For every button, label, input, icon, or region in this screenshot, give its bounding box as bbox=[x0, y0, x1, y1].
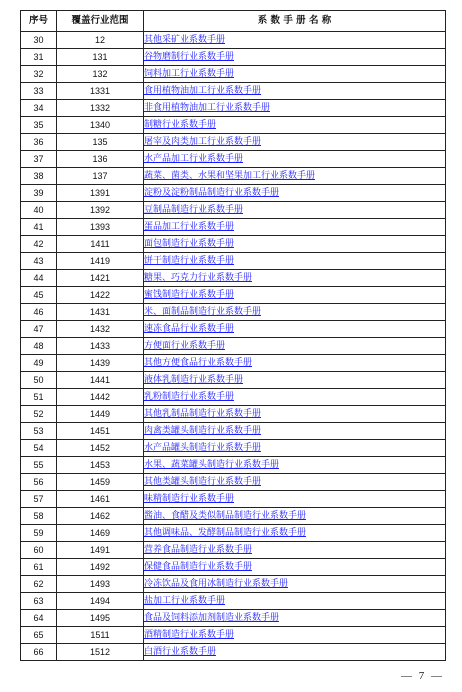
manual-link[interactable]: 蔬菜、菌类、水果和坚果加工行业系数手册 bbox=[144, 171, 316, 181]
table-row bbox=[21, 525, 446, 542]
manual-name-cell bbox=[144, 236, 446, 253]
manual-name-cell bbox=[144, 253, 446, 270]
industry-code: 132 bbox=[57, 66, 144, 83]
table-row bbox=[21, 474, 446, 491]
manual-name-cell bbox=[144, 457, 446, 474]
row-index: 33 bbox=[21, 83, 57, 100]
manual-name-cell bbox=[144, 151, 446, 168]
industry-code: 1419 bbox=[57, 253, 144, 270]
table-row bbox=[21, 542, 446, 559]
industry-code: 1451 bbox=[57, 423, 144, 440]
manual-link[interactable]: 豆制品制造行业系数手册 bbox=[144, 205, 244, 215]
row-index: 36 bbox=[21, 134, 57, 151]
table-row bbox=[21, 440, 446, 457]
row-index: 31 bbox=[21, 49, 57, 66]
industry-code: 1421 bbox=[57, 270, 144, 287]
manual-link[interactable]: 乳粉制造行业系数手册 bbox=[144, 392, 235, 402]
manual-link[interactable]: 保健食品制造行业系数手册 bbox=[144, 562, 253, 572]
table-row bbox=[21, 304, 446, 321]
table-row bbox=[21, 287, 446, 304]
table-row bbox=[21, 100, 446, 117]
industry-code: 12 bbox=[57, 32, 144, 49]
coefficient-manual-table bbox=[20, 10, 446, 661]
manual-link[interactable]: 速冻食品行业系数手册 bbox=[144, 324, 235, 334]
row-index: 57 bbox=[21, 491, 57, 508]
industry-code: 1340 bbox=[57, 117, 144, 134]
manual-link[interactable]: 盐加工行业系数手册 bbox=[144, 596, 226, 606]
row-index: 52 bbox=[21, 406, 57, 423]
manual-name-cell bbox=[144, 185, 446, 202]
industry-code: 1492 bbox=[57, 559, 144, 576]
table-row bbox=[21, 559, 446, 576]
table-row bbox=[21, 321, 446, 338]
industry-code: 1422 bbox=[57, 287, 144, 304]
row-index: 61 bbox=[21, 559, 57, 576]
row-index: 40 bbox=[21, 202, 57, 219]
manual-link[interactable]: 谷物磨制行业系数手册 bbox=[144, 52, 235, 62]
row-index: 43 bbox=[21, 253, 57, 270]
industry-code: 1462 bbox=[57, 508, 144, 525]
industry-code: 1331 bbox=[57, 83, 144, 100]
industry-code: 1439 bbox=[57, 355, 144, 372]
industry-code: 135 bbox=[57, 134, 144, 151]
manual-name-cell bbox=[144, 440, 446, 457]
table-row bbox=[21, 423, 446, 440]
manual-name-cell bbox=[144, 134, 446, 151]
manual-name-cell bbox=[144, 49, 446, 66]
row-index: 37 bbox=[21, 151, 57, 168]
manual-name-cell bbox=[144, 389, 446, 406]
table-row bbox=[21, 151, 446, 168]
table-row bbox=[21, 117, 446, 134]
row-index: 53 bbox=[21, 423, 57, 440]
row-index: 62 bbox=[21, 576, 57, 593]
table-row bbox=[21, 389, 446, 406]
industry-code: 1511 bbox=[57, 627, 144, 644]
row-index: 39 bbox=[21, 185, 57, 202]
industry-code: 137 bbox=[57, 168, 144, 185]
page-number: — 7 — bbox=[401, 670, 444, 682]
industry-code: 1431 bbox=[57, 304, 144, 321]
industry-code: 131 bbox=[57, 49, 144, 66]
manual-link[interactable]: 蛋品加工行业系数手册 bbox=[144, 222, 235, 232]
industry-code: 1449 bbox=[57, 406, 144, 423]
manual-name-cell bbox=[144, 270, 446, 287]
industry-code: 1441 bbox=[57, 372, 144, 389]
row-index: 35 bbox=[21, 117, 57, 134]
manual-link[interactable]: 白酒行业系数手册 bbox=[144, 647, 217, 657]
manual-name-cell bbox=[144, 355, 446, 372]
row-index: 41 bbox=[21, 219, 57, 236]
industry-code: 1453 bbox=[57, 457, 144, 474]
table-row bbox=[21, 406, 446, 423]
industry-code: 1459 bbox=[57, 474, 144, 491]
row-index: 47 bbox=[21, 321, 57, 338]
table-row bbox=[21, 610, 446, 627]
row-index: 32 bbox=[21, 66, 57, 83]
industry-code: 1512 bbox=[57, 644, 144, 661]
industry-code: 1491 bbox=[57, 542, 144, 559]
manual-link[interactable]: 饼干制造行业系数手册 bbox=[144, 256, 235, 266]
row-index: 45 bbox=[21, 287, 57, 304]
manual-name-cell bbox=[144, 287, 446, 304]
manual-link[interactable]: 其他方便食品行业系数手册 bbox=[144, 358, 253, 368]
manual-link[interactable]: 味精制造行业系数手册 bbox=[144, 494, 235, 504]
manual-name-cell bbox=[144, 321, 446, 338]
manual-name-cell bbox=[144, 525, 446, 542]
manual-link[interactable]: 淀粉及淀粉制品制造行业系数手册 bbox=[144, 188, 280, 198]
row-index: 49 bbox=[21, 355, 57, 372]
manual-name-cell bbox=[144, 593, 446, 610]
industry-code: 1461 bbox=[57, 491, 144, 508]
row-index: 51 bbox=[21, 389, 57, 406]
manual-name-cell bbox=[144, 559, 446, 576]
row-index: 60 bbox=[21, 542, 57, 559]
manual-link[interactable]: 饲料加工行业系数手册 bbox=[144, 69, 235, 79]
industry-code: 1411 bbox=[57, 236, 144, 253]
header-industry-scope: 覆盖行业范围 bbox=[57, 11, 144, 32]
header-index: 序号 bbox=[21, 11, 57, 32]
row-index: 48 bbox=[21, 338, 57, 355]
manual-name-cell bbox=[144, 474, 446, 491]
manual-name-cell bbox=[144, 542, 446, 559]
manual-link[interactable]: 糖果、巧克力行业系数手册 bbox=[144, 273, 253, 283]
table-row bbox=[21, 83, 446, 100]
industry-code: 1391 bbox=[57, 185, 144, 202]
manual-name-cell bbox=[144, 576, 446, 593]
manual-name-cell bbox=[144, 644, 446, 661]
table-row bbox=[21, 253, 446, 270]
table-row bbox=[21, 508, 446, 525]
manual-link[interactable]: 其他类罐头制造行业系数手册 bbox=[144, 477, 262, 487]
manual-link[interactable]: 液体乳制造行业系数手册 bbox=[144, 375, 244, 385]
manual-name-cell bbox=[144, 66, 446, 83]
row-index: 38 bbox=[21, 168, 57, 185]
table-row bbox=[21, 593, 446, 610]
table-row bbox=[21, 32, 446, 49]
table-row bbox=[21, 202, 446, 219]
manual-link[interactable]: 制糖行业系数手册 bbox=[144, 120, 217, 130]
manual-link[interactable]: 水产品罐头制造行业系数手册 bbox=[144, 443, 262, 453]
manual-link[interactable]: 食品及饲料添加剂制造业系数手册 bbox=[144, 613, 280, 623]
manual-name-cell bbox=[144, 83, 446, 100]
industry-code: 1469 bbox=[57, 525, 144, 542]
industry-code: 1494 bbox=[57, 593, 144, 610]
manual-name-cell bbox=[144, 627, 446, 644]
manual-name-cell bbox=[144, 168, 446, 185]
row-index: 58 bbox=[21, 508, 57, 525]
manual-name-cell bbox=[144, 423, 446, 440]
manual-link[interactable]: 水产品加工行业系数手册 bbox=[144, 154, 244, 164]
manual-link[interactable]: 其他调味品、发酵制品制造行业系数手册 bbox=[144, 528, 307, 538]
industry-code: 1332 bbox=[57, 100, 144, 117]
manual-name-cell bbox=[144, 100, 446, 117]
table-row bbox=[21, 168, 446, 185]
industry-code: 1442 bbox=[57, 389, 144, 406]
table-row bbox=[21, 372, 446, 389]
table-row bbox=[21, 338, 446, 355]
manual-name-cell bbox=[144, 372, 446, 389]
industry-code: 1452 bbox=[57, 440, 144, 457]
manual-link[interactable]: 其他乳制品制造行业系数手册 bbox=[144, 409, 262, 419]
manual-link[interactable]: 酒精制造行业系数手册 bbox=[144, 630, 235, 640]
manual-link[interactable]: 方便面行业系数手册 bbox=[144, 341, 226, 351]
row-index: 46 bbox=[21, 304, 57, 321]
manual-name-cell bbox=[144, 406, 446, 423]
row-index: 56 bbox=[21, 474, 57, 491]
row-index: 64 bbox=[21, 610, 57, 627]
row-index: 63 bbox=[21, 593, 57, 610]
row-index: 55 bbox=[21, 457, 57, 474]
manual-name-cell bbox=[144, 491, 446, 508]
row-index: 42 bbox=[21, 236, 57, 253]
header-manual-name: 系 数 手 册 名 称 bbox=[144, 11, 446, 32]
table-row bbox=[21, 627, 446, 644]
manual-link[interactable]: 面包制造行业系数手册 bbox=[144, 239, 235, 249]
manual-name-cell bbox=[144, 508, 446, 525]
row-index: 50 bbox=[21, 372, 57, 389]
manual-name-cell bbox=[144, 219, 446, 236]
manual-link[interactable]: 屠宰及肉类加工行业系数手册 bbox=[144, 137, 262, 147]
manual-name-cell bbox=[144, 338, 446, 355]
table-row bbox=[21, 219, 446, 236]
table-header-row bbox=[21, 11, 446, 32]
manual-link[interactable]: 食用植物油加工行业系数手册 bbox=[144, 86, 262, 96]
manual-link[interactable]: 肉禽类罐头制造行业系数手册 bbox=[144, 426, 262, 436]
manual-link[interactable]: 蜜饯制造行业系数手册 bbox=[144, 290, 235, 300]
table-row bbox=[21, 491, 446, 508]
manual-link[interactable]: 营养食品制造行业系数手册 bbox=[144, 545, 253, 555]
table-row bbox=[21, 644, 446, 661]
table-row bbox=[21, 355, 446, 372]
row-index: 30 bbox=[21, 32, 57, 49]
row-index: 54 bbox=[21, 440, 57, 457]
table-row bbox=[21, 49, 446, 66]
industry-code: 1392 bbox=[57, 202, 144, 219]
manual-link[interactable]: 米、面制品制造行业系数手册 bbox=[144, 307, 262, 317]
manual-link[interactable]: 冷冻饮品及食用冰制造行业系数手册 bbox=[144, 579, 289, 589]
industry-code: 1495 bbox=[57, 610, 144, 627]
manual-link[interactable]: 水果、蔬菜罐头制造行业系数手册 bbox=[144, 460, 280, 470]
manual-name-cell bbox=[144, 117, 446, 134]
row-index: 65 bbox=[21, 627, 57, 644]
row-index: 66 bbox=[21, 644, 57, 661]
industry-code: 136 bbox=[57, 151, 144, 168]
industry-code: 1493 bbox=[57, 576, 144, 593]
manual-link[interactable]: 非食用植物油加工行业系数手册 bbox=[144, 103, 271, 113]
manual-link[interactable]: 酱油、食醋及类似制品制造行业系数手册 bbox=[144, 511, 307, 521]
industry-code: 1393 bbox=[57, 219, 144, 236]
table-row bbox=[21, 236, 446, 253]
table-row bbox=[21, 66, 446, 83]
industry-code: 1432 bbox=[57, 321, 144, 338]
row-index: 44 bbox=[21, 270, 57, 287]
table-row bbox=[21, 185, 446, 202]
table-row bbox=[21, 270, 446, 287]
manual-link[interactable]: 其他采矿业系数手册 bbox=[144, 35, 226, 45]
manual-name-cell bbox=[144, 202, 446, 219]
row-index: 59 bbox=[21, 525, 57, 542]
manual-name-cell bbox=[144, 610, 446, 627]
row-index: 34 bbox=[21, 100, 57, 117]
table-row bbox=[21, 576, 446, 593]
table-row bbox=[21, 457, 446, 474]
manual-name-cell bbox=[144, 32, 446, 49]
industry-code: 1433 bbox=[57, 338, 144, 355]
manual-name-cell bbox=[144, 304, 446, 321]
table-row bbox=[21, 134, 446, 151]
